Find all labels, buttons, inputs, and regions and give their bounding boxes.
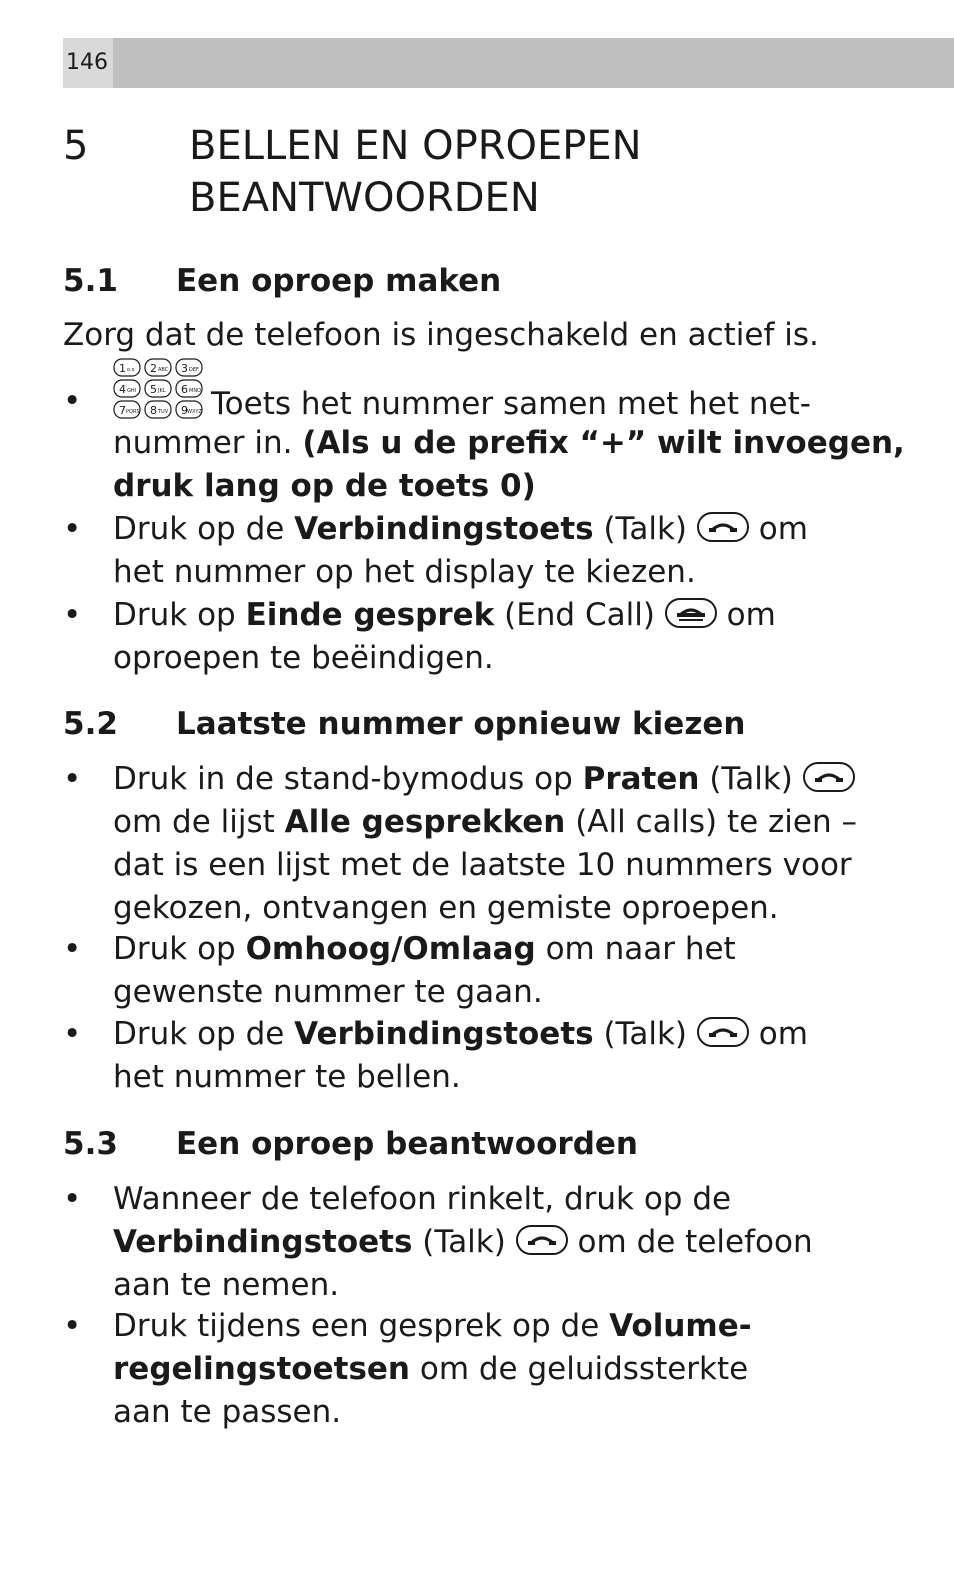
svg-text:WXYZ: WXYZ [187, 409, 202, 415]
bullet-5-1-2 [63, 508, 893, 594]
svg-text:TUV: TUV [158, 409, 169, 415]
keypad-icon [113, 358, 205, 420]
svg-text:1: 1 [119, 362, 126, 375]
talk-key-icon [803, 762, 855, 792]
section-number: 5.2 [63, 706, 118, 742]
bullet-5-2-1 [63, 758, 893, 930]
bullet-text: om [748, 1016, 808, 1052]
bullet-text: (End Call) [494, 597, 665, 633]
bullet-text: Druk op [113, 931, 246, 967]
bullet-dot: • [63, 1181, 82, 1217]
svg-text:3: 3 [181, 362, 188, 375]
bullet-bold-text: Praten [582, 761, 700, 797]
chapter-number: 5 [63, 123, 89, 169]
bullet-text: oproepen te beëindigen. [113, 640, 494, 676]
bullet-text: Druk tijdens een gesprek op de [113, 1308, 610, 1344]
section-title: Een oproep beantwoorden [176, 1126, 638, 1162]
bullet-text: Druk op [113, 597, 246, 633]
bullet-bold-text: Omhoog/Omlaag [245, 931, 536, 967]
bullet-dot: • [63, 761, 82, 797]
bullet-5-2-2 [63, 928, 893, 1014]
page-number: 146 [63, 38, 113, 88]
bullet-dot: • [63, 511, 82, 547]
bullet-text: (Talk) [699, 761, 803, 797]
bullet-text: Druk op de [113, 1016, 295, 1052]
bullet-text: aan te nemen. [113, 1267, 340, 1303]
bullet-text: nummer in. [113, 425, 303, 461]
bullet-bold-text: Verbindingstoets [294, 1016, 594, 1052]
bullet-5-1-3 [63, 594, 893, 680]
svg-text:DEF: DEF [189, 367, 199, 373]
bullet-text: het nummer te bellen. [113, 1059, 461, 1095]
bullet-text: het nummer op het display te kiezen. [113, 554, 696, 590]
bullet-text: (Talk) [593, 1016, 697, 1052]
bullet-bold-text: regelingstoetsen [113, 1351, 410, 1387]
section-number: 5.1 [63, 263, 118, 299]
bullet-bold-text: (Als u de prefix “+” wilt invoegen, [302, 425, 905, 461]
talk-key-icon [516, 1225, 568, 1255]
svg-text:5: 5 [150, 383, 157, 396]
bullet-dot: • [63, 1016, 82, 1052]
bullet-text: om naar het [535, 931, 736, 967]
bullet-text: dat is een lijst met de laatste 10 nummers voor [113, 847, 852, 883]
section-5-1-intro: Zorg dat de telefoon is ingeschakeld en actief is. [63, 317, 819, 353]
section-title: Laatste nummer opnieuw kiezen [176, 706, 746, 742]
bullet-bold-text: Einde gesprek [245, 597, 495, 633]
bullet-text: Druk in de stand-bymodus op [113, 761, 583, 797]
section-number: 5.3 [63, 1126, 118, 1162]
bullet-5-3-1 [63, 1178, 893, 1307]
bullet-bold-text: druk lang op de toets 0) [113, 468, 536, 504]
bullet-text: om de geluidssterkte [410, 1351, 749, 1387]
talk-key-icon [697, 1017, 749, 1047]
bullet-dot: • [63, 1308, 82, 1344]
bullet-dot: • [63, 597, 82, 633]
bullet-text: om de lijst [113, 804, 285, 840]
bullet-text: (All calls) te zien – [565, 804, 857, 840]
svg-text:JKL: JKL [158, 388, 166, 394]
section-title: Een oproep maken [176, 263, 502, 299]
svg-text:o.o: o.o [127, 367, 135, 373]
bullet-text: om de telefoon [567, 1224, 813, 1260]
svg-text:ABC: ABC [158, 367, 169, 373]
svg-text:GHI: GHI [127, 388, 137, 394]
svg-text:6: 6 [181, 383, 188, 396]
bullet-text: om [748, 511, 808, 547]
bullet-bold-text: Volume- [609, 1308, 752, 1344]
chapter-title-line-1: BELLEN EN OPROEPEN [189, 123, 642, 169]
chapter-title-text [189, 120, 889, 224]
talk-key-icon [697, 512, 749, 542]
bullet-text: Wanneer de telefoon rinkelt, druk op de [113, 1181, 732, 1217]
bullet-dot: • [63, 931, 82, 967]
end-call-key-icon [665, 598, 717, 628]
bullet-text: aan te passen. [113, 1394, 342, 1430]
bullet-bold-text: Verbindingstoets [113, 1224, 413, 1260]
bullet-text: Toets het nummer samen met het net- [211, 386, 811, 422]
bullet-5-2-3 [63, 1013, 893, 1099]
bullet-dot: • [63, 383, 82, 419]
chapter-title-line-2: BEANTWOORDEN [189, 175, 540, 221]
bullet-5-3-2 [63, 1305, 893, 1434]
svg-text:8: 8 [150, 404, 157, 417]
svg-text:9: 9 [181, 404, 188, 417]
bullet-text: gekozen, ontvangen en gemiste oproepen. [113, 890, 779, 926]
bullet-text: (Talk) [593, 511, 697, 547]
svg-text:MNO: MNO [189, 388, 201, 394]
svg-text:7: 7 [119, 404, 126, 417]
bullet-text: om [716, 597, 776, 633]
svg-text:PQRS: PQRS [126, 409, 140, 415]
page-header-bar [63, 38, 954, 88]
bullet-text: (Talk) [412, 1224, 516, 1260]
bullet-5-1-1 [63, 358, 905, 508]
bullet-bold-text: Verbindingstoets [294, 511, 594, 547]
bullet-text: Druk op de [113, 511, 295, 547]
bullet-bold-text: Alle gesprekken [284, 804, 566, 840]
svg-text:4: 4 [119, 383, 126, 396]
bullet-text: gewenste nummer te gaan. [113, 974, 543, 1010]
svg-text:2: 2 [150, 362, 157, 375]
